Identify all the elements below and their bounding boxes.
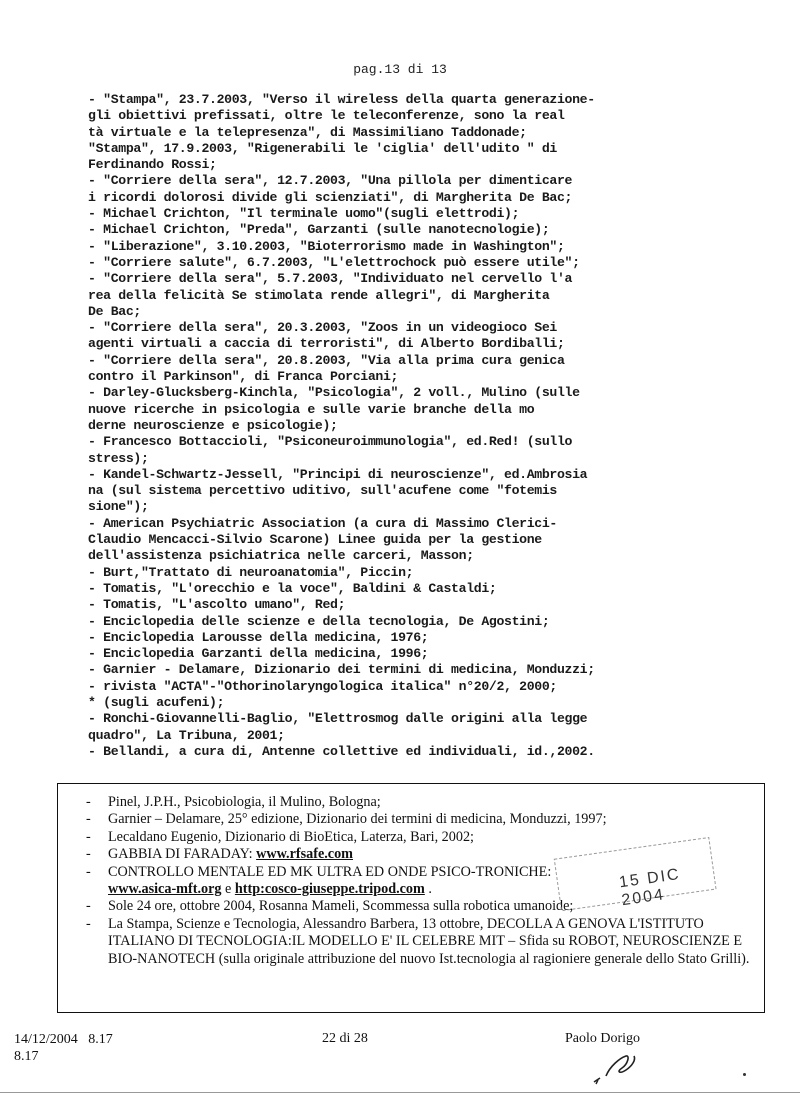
typed-line: tà virtuale e la telepresenza", di Massimiliano Taddonade; — [88, 124, 527, 140]
signature-icon — [586, 1048, 646, 1088]
boxed-item-tail: . — [424, 881, 432, 898]
typed-line: - rivista "ACTA"-"Othorinolaryngologica italica" n°20/2, 2000; — [88, 678, 557, 694]
reference-link[interactable]: http:cosco-giuseppe.tripod.com — [234, 881, 425, 898]
typed-line: Claudio Mencacci-Silvio Scarone) Linee guida per la gestione — [88, 532, 542, 548]
boxed-item-text: Sole 24 ore, ottobre 2004, Rosanna Mameli, Scommessa sulla robotica umanoide; — [108, 898, 574, 915]
typed-line: - "Corriere della sera", 20.3.2003, "Zoos in un videogioco Sei — [88, 320, 557, 336]
typed-line: - "Corriere salute", 6.7.2003, "L'elettrochock può essere utile"; — [88, 254, 580, 270]
footer-date: 14/12/2004 — [14, 1032, 78, 1047]
boxed-item-text: GABBIA DI FARADAY: — [108, 846, 257, 863]
typed-line: - American Psychiatric Association (a cura di Massimo Clerici- — [88, 515, 557, 531]
typed-line: dell'assistenza psichiatrica nelle carceri, Masson; — [88, 548, 474, 564]
footer-datetime — [14, 1031, 113, 1065]
footer-time: 8.17 — [88, 1032, 113, 1047]
typed-line: sione"); — [88, 499, 149, 515]
scan-speck — [743, 1073, 746, 1076]
typed-line: - "Liberazione", 3.10.2003, "Bioterrorismo made in Washington"; — [88, 238, 565, 254]
footer-page-count: 22 di 28 — [322, 1031, 368, 1046]
typed-line: - "Corriere della sera", 12.7.2003, "Una pillola per dimenticare — [88, 173, 573, 189]
typed-line: gli obiettivi prefissati, oltre le teleconferenze, sono la real — [88, 108, 565, 124]
footer-time-2: 8.17 — [14, 1049, 39, 1064]
boxed-item-text: Pinel, J.P.H., Psicobiologia, il Mulino, Bologna; — [108, 794, 381, 810]
typed-line: contro il Parkinson", di Franca Porciani; — [88, 369, 399, 385]
typed-line: - Bellandi, a cura di, Antenne collettive ed individuali, id.,2002. — [88, 743, 595, 759]
typed-line: - Kandel-Schwartz-Jessell, "Principi di neuroscienze", ed.Ambrosia — [88, 466, 588, 482]
bottom-rule — [0, 1092, 800, 1093]
typed-line: - Michael Crichton, "Preda", Garzanti (sulle nanotecnologie); — [88, 222, 550, 238]
typed-line: * (sugli acufeni); — [88, 694, 225, 710]
typed-line: - Francesco Bottaccioli, "Psiconeuroimmunologia", ed.Red! (sullo — [88, 434, 573, 450]
boxed-list-item — [86, 811, 756, 828]
typed-line: derne neuroscienze e psicologie); — [88, 417, 338, 433]
boxed-list-item — [86, 794, 756, 811]
typed-line: De Bac; — [88, 303, 141, 319]
typed-line: quadro", La Tribuna, 2001; — [88, 727, 285, 743]
typed-line: - Enciclopedia delle scienze e della tecnologia, De Agostini; — [88, 613, 550, 629]
typed-line: - "Corriere della sera", 5.7.2003, "Individuato nel cervello l'a — [88, 271, 573, 287]
typed-line: i ricordi dolorosi divide gli scienziati", di Margherita De Bac; — [88, 189, 573, 205]
typed-line: rea della felicità Se stimolata rende allegri", di Margherita — [88, 287, 550, 303]
typed-line: Ferdinando Rossi; — [88, 157, 217, 173]
typed-line: - "Corriere della sera", 20.8.2003, "Via alla prima cura genica — [88, 352, 565, 368]
typed-line: - Enciclopedia Garzanti della medicina, 1996; — [88, 646, 429, 662]
typed-line: - Michael Crichton, "Il terminale uomo"(sugli elettrodi); — [88, 206, 520, 222]
reference-link[interactable]: www.asica-mft.org — [108, 881, 222, 898]
boxed-item-text: Lecaldano Eugenio, Dizionario di BioEtica, Laterza, Bari, 2002; — [108, 828, 474, 845]
typed-line: nuove ricerche in psicologia e sulle varie branche della mo — [88, 401, 535, 417]
boxed-item-text: CONTROLLO MENTALE ED MK ULTRA ED ONDE PSICO-TRONICHE: — [108, 863, 552, 880]
typed-line: - "Stampa", 23.7.2003, "Verso il wireless della quarta generazione- — [88, 92, 595, 107]
boxed-item-text: Garnier – Delamare, 25° edizione, Dizionario dei termini di medicina, Monduzzi, 1997; — [108, 811, 607, 828]
boxed-list-item — [86, 916, 756, 968]
typed-line: "Stampa", 17.9.2003, "Rigenerabili le 'ciglia' dell'udito " di — [88, 140, 557, 156]
typed-line: - Darley-Glucksberg-Kinchla, "Psicologia", 2 voll., Mulino (sulle — [88, 385, 580, 401]
typed-line: na (sul sistema percettivo uditivo, sull'acufene come "fotemis — [88, 483, 557, 499]
footer-author: Paolo Dorigo — [565, 1031, 641, 1046]
typed-line: - Garnier - Delamare, Dizionario dei termini di medicina, Monduzzi; — [88, 662, 595, 678]
typed-line: stress); — [88, 450, 149, 466]
typed-line: - Burt,"Trattato di neuroanatomia", Piccin; — [88, 564, 414, 580]
typed-line: - Enciclopedia Larousse della medicina, 1976; — [88, 629, 429, 645]
typed-line: - Ronchi-Giovannelli-Baglio, "Elettrosmog dalle origini alla legge — [88, 711, 588, 727]
stamp-date: 15 DIC 2004 — [618, 865, 682, 910]
boxed-item-text: La Stampa, Scienze e Tecnologia, Alessandro Barbera, 13 ottobre, DECOLLA A GENOVA L'ISTITUTO ITALIANO DI TECNOLOGIA:IL MODELLO E' IL CELEBRE MIT – Sfida su ROBOT, NEUROSCIENZE E BIO-NANOTECH (sulla originale attribuzione del nuovo Ist.tecnologia al ragioniere generale dello Stato Grilli). — [108, 915, 750, 967]
typed-line: agenti virtuali a caccia di terroristi", di Alberto Bordiballi; — [88, 336, 565, 352]
typed-line: - Tomatis, "L'ascolto umano", Red; — [88, 597, 346, 613]
page-number: pag.13 di 13 — [353, 62, 447, 77]
link-separator: e — [221, 881, 235, 898]
typed-line: - Tomatis, "L'orecchio e la voce", Baldini & Castaldi; — [88, 580, 497, 596]
typed-bibliography — [88, 92, 778, 760]
reference-link[interactable]: www.rfsafe.com — [256, 846, 353, 863]
